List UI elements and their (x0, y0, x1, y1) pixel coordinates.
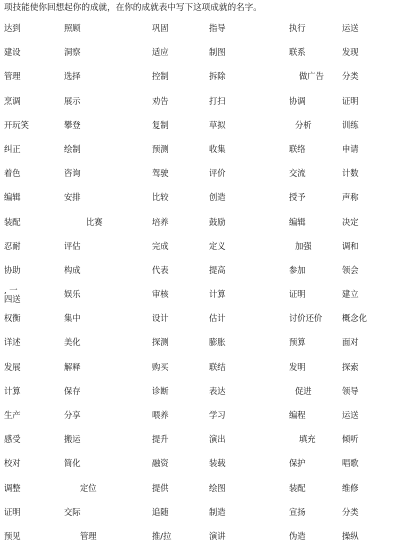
skill-cell: 提高 (209, 264, 226, 275)
skill-cell: 编辑 (289, 216, 306, 227)
skill-cell: 授予 (289, 192, 306, 203)
skill-cell: 审核 (152, 289, 169, 300)
skill-cell: 调整 (4, 482, 21, 493)
skills-row (0, 192, 400, 216)
skill-cell: 领会 (342, 264, 359, 275)
skill-cell: 比赛 (86, 216, 103, 227)
intro-text: 项技能使你回想起你的成就，在你的成就表中写下这项成就的名字。 (4, 3, 262, 13)
skill-cell: 构成 (64, 264, 81, 275)
skill-cell: 着色 (4, 168, 21, 179)
skill-cell: 培养 (152, 216, 169, 227)
skill-cell: 决定 (342, 216, 359, 227)
skill-cell: 面对 (342, 337, 359, 348)
skill-cell: 购买 (152, 361, 169, 372)
skill-cell: 表达 (209, 385, 226, 396)
skill-cell: 攀登 (64, 119, 81, 130)
skill-cell: 开玩笑 (4, 119, 29, 130)
skill-cell: 证明 (4, 506, 21, 517)
skill-cell: 达到 (4, 23, 21, 33)
skill-cell: 评价 (209, 168, 226, 179)
skill-cell: 维修 (342, 482, 359, 493)
skill-cell: 制造 (209, 506, 226, 517)
skills-row (0, 168, 400, 192)
skill-cell: 估计 (209, 313, 226, 324)
skill-cell: 探测 (152, 337, 169, 348)
skill-cell: 装配 (289, 482, 306, 493)
skills-row (0, 217, 400, 241)
skill-cell: 证明 (342, 95, 359, 106)
skill-cell: 倾听 (342, 434, 359, 445)
skill-cell: 保存 (64, 385, 81, 396)
skills-row (0, 410, 400, 434)
skill-cell: 发展 (4, 361, 21, 372)
skill-cell: 学习 (209, 410, 226, 420)
skill-cell: 比较 (152, 192, 169, 203)
skill-cell: 运送 (342, 410, 359, 420)
skills-row (0, 23, 400, 47)
skills-row (0, 120, 400, 144)
skill-cell: 编程 (289, 410, 306, 420)
skill-cell: 绘制 (64, 143, 81, 154)
skill-cell: 权衡 (4, 313, 21, 324)
skill-cell: 融资 (152, 458, 169, 469)
skill-cell: 美化 (64, 337, 81, 348)
skill-cell: 集中 (64, 313, 81, 324)
skill-cell: 鼓励 (209, 216, 226, 227)
skill-cell: 建设 (4, 47, 21, 58)
skill-cell: 做广告 (299, 71, 324, 82)
skill-cell: 执行 (289, 23, 306, 33)
skills-row (0, 458, 400, 482)
skill-cell: 定义 (209, 240, 226, 251)
skill-cell: 参加 (289, 264, 306, 275)
skills-row (0, 47, 400, 71)
skills-row (0, 71, 400, 95)
skill-cell: 指导 (209, 23, 226, 33)
skill-cell: 装配 (4, 216, 21, 227)
skills-grid (0, 23, 400, 555)
skills-row (0, 96, 400, 120)
skills-row (0, 337, 400, 361)
skill-cell: 推/拉 (152, 530, 172, 541)
skill-cell: 评估 (64, 240, 81, 251)
skill-cell: 喂养 (152, 410, 169, 420)
skill-cell: 洞察 (64, 47, 81, 58)
skill-cell: 纠正 (4, 143, 21, 154)
skills-row (0, 313, 400, 337)
skill-cell: 填充 (299, 434, 316, 445)
skill-cell: 详述 (4, 337, 21, 348)
skill-cell: 伪造 (289, 530, 306, 541)
skill-cell: 安排 (64, 192, 81, 203)
skill-cell: 发现 (342, 47, 359, 58)
skill-cell: 控制 (152, 71, 169, 82)
skill-cell: 联络 (289, 143, 306, 154)
skill-cell: 编辑 (4, 192, 21, 203)
skill-cell: 分类 (342, 71, 359, 82)
skill-cell: 运送 (342, 23, 359, 33)
skill-cell: 烹调 (4, 95, 21, 106)
skill-cell: 解释 (64, 361, 81, 372)
skill-cell: 讨价还价 (289, 313, 323, 324)
skill-cell: 探索 (342, 361, 359, 372)
skill-cell: 建立 (342, 289, 359, 300)
skill-cell: 拆除 (209, 71, 226, 82)
skill-cell: 娱乐 (64, 289, 81, 300)
skills-row (0, 531, 400, 555)
skill-cell: 复制 (152, 119, 169, 130)
skills-row (0, 144, 400, 168)
skill-cell: 预算 (289, 337, 306, 348)
skill-cell: 计算 (209, 289, 226, 300)
skills-row (0, 285, 400, 313)
skills-row (0, 362, 400, 386)
skill-cell: 展示 (64, 95, 81, 106)
skill-cell: 管理 (80, 530, 97, 541)
skill-cell: 照顾 (64, 23, 81, 33)
skill-cell: 概念化 (342, 313, 367, 324)
skills-row (0, 386, 400, 410)
skill-cell: 搬运 (64, 434, 81, 445)
skill-cell: 训练 (342, 119, 359, 130)
skill-cell: 驾驶 (152, 168, 169, 179)
skill-cell: 巩固 (152, 23, 169, 33)
skill-cell: 追随 (152, 506, 169, 517)
skill-cell: 完成 (152, 240, 169, 251)
skill-cell: 绘图 (209, 482, 226, 493)
skill-cell: 分类 (342, 506, 359, 517)
skill-cell: 简化 (64, 458, 81, 469)
skill-cell: 诊断 (152, 385, 169, 396)
skill-cell: 声称 (342, 192, 359, 203)
skill-cell: 交流 (289, 168, 306, 179)
skill-cell: 提供 (152, 482, 169, 493)
skill-cell: 选择 (64, 71, 81, 82)
skill-cell: 设计 (152, 313, 169, 324)
skill-cell: 预测 (152, 143, 169, 154)
skill-cell: 协助 (4, 264, 21, 275)
skills-row (0, 265, 400, 289)
skill-cell: 适应 (152, 47, 169, 58)
skill-cell: 申请 (342, 143, 359, 154)
skill-cell: 代表 (152, 264, 169, 275)
skill-cell: 计数 (342, 168, 359, 179)
skill-cell: , 一 四送 (4, 285, 21, 305)
skill-cell: 操纵 (342, 530, 359, 541)
skill-cell: 感受 (4, 434, 21, 445)
skill-cell: 管理 (4, 71, 21, 82)
skill-cell: 咨询 (64, 168, 81, 179)
skill-cell: 宣扬 (289, 506, 306, 517)
skill-cell: 发明 (289, 361, 306, 372)
skill-cell: 交际 (64, 506, 81, 517)
skills-row (0, 507, 400, 531)
skill-cell: 装载 (209, 458, 226, 469)
skill-cell: 忍耐 (4, 240, 21, 251)
skill-cell: 膨胀 (209, 337, 226, 348)
skill-cell: 提升 (152, 434, 169, 445)
skill-cell: 促进 (295, 385, 312, 396)
skill-cell: 收集 (209, 143, 226, 154)
skills-row (0, 434, 400, 458)
skill-cell: 校对 (4, 458, 21, 469)
skills-row (0, 483, 400, 507)
skill-cell: 演出 (209, 434, 226, 445)
skill-cell: 分析 (295, 119, 312, 130)
skill-cell: 分享 (64, 410, 81, 420)
skill-cell: 制图 (209, 47, 226, 58)
skill-cell: 劝告 (152, 95, 169, 106)
skill-cell: 保护 (289, 458, 306, 469)
skill-cell: 唱歌 (342, 458, 359, 469)
skill-cell: 生产 (4, 410, 21, 420)
skill-cell: 草拟 (209, 119, 226, 130)
skill-cell: 联结 (209, 361, 226, 372)
skill-cell: 协调 (289, 95, 306, 106)
skill-cell: 创造 (209, 192, 226, 203)
skill-cell: 领导 (342, 385, 359, 396)
skill-cell: 预见 (4, 530, 21, 541)
skill-cell: 联系 (289, 47, 306, 58)
skill-cell: 加强 (295, 240, 312, 251)
skill-cell: 调和 (342, 240, 359, 251)
skill-cell: 演讲 (209, 530, 226, 541)
skill-cell: 证明 (289, 289, 306, 300)
skill-cell: 打扫 (209, 95, 226, 106)
skill-cell: 计算 (4, 385, 21, 396)
skill-cell: 定位 (80, 482, 97, 493)
skills-row (0, 241, 400, 265)
